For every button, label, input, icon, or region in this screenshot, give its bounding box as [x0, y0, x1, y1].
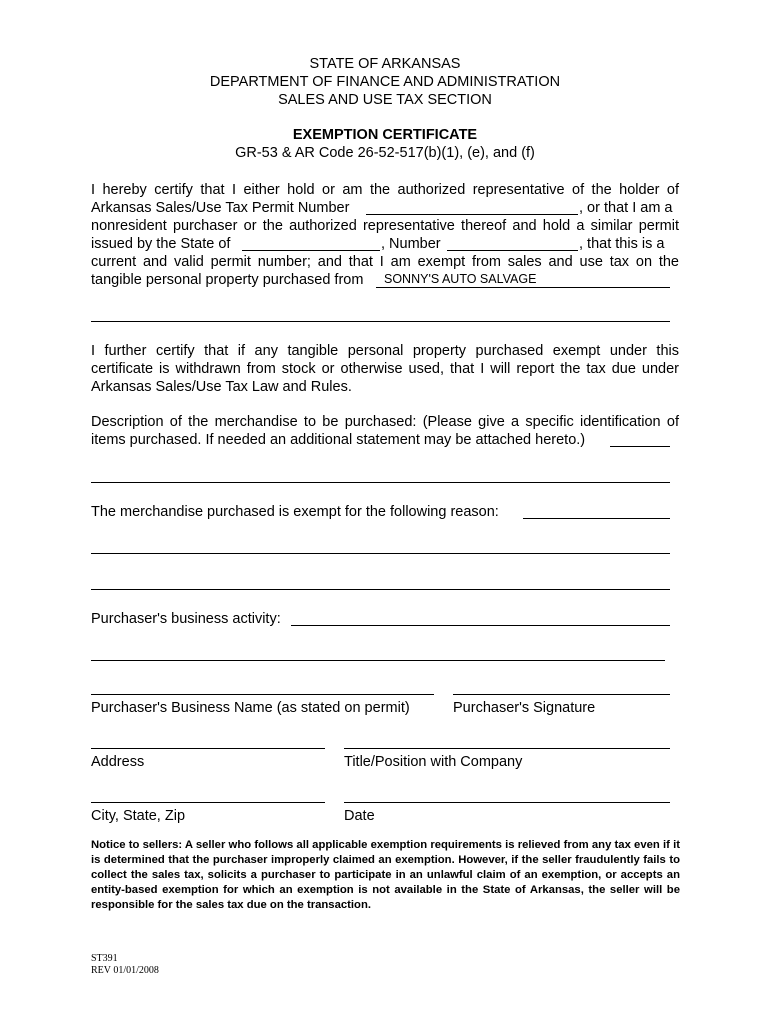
business-name-label: Purchaser's Business Name (as stated on permit): [91, 700, 410, 716]
notice-to-sellers: Notice to sellers: A seller who follows all applicable exemption requirements is relieved from any tax even if it is determined that the purchaser improperly claimed an exemption. However, if the seller fraudulently fails to collect the sales tax, solicits a purchaser to participate in an unlawful claim of an exemption, or accepts an entity-based exemption for which an exemption is not available in the State of Arkansas, the seller will be responsible for the sales tax due on the transaction.: [91, 839, 680, 911]
date-field[interactable]: [344, 802, 670, 803]
certify-line-4-number: , Number: [381, 236, 441, 252]
certify-line-5: current and valid permit number; and that I am exempt from sales and use tax on the: [91, 254, 679, 270]
seller-name-value: SONNY'S AUTO SALVAGE: [384, 272, 537, 286]
header-section: SALES AND USE TAX SECTION: [278, 92, 492, 108]
header-state: STATE OF ARKANSAS: [309, 56, 461, 72]
certify-line-2-start: Arkansas Sales/Use Tax Permit Number: [91, 200, 350, 216]
certify-line-3: nonresident purchaser or the authorized representative thereof and hold a similar permit: [91, 218, 679, 234]
certify-line-2-end: , or that I am a: [579, 200, 673, 216]
exempt-reason-label: The merchandise purchased is exempt for the following reason:: [91, 504, 499, 520]
form-number: ST391: [91, 953, 118, 964]
header-department: DEPARTMENT OF FINANCE AND ADMINISTRATION: [209, 74, 561, 90]
business-activity-line-2[interactable]: [91, 660, 665, 661]
permit-number-field[interactable]: [366, 214, 578, 215]
certify-line-1: I hereby certify that I either hold or am the authorized representative of the holder of: [91, 182, 679, 198]
title-position-field[interactable]: [344, 748, 670, 749]
signature-field[interactable]: [453, 694, 670, 695]
page-title: EXEMPTION CERTIFICATE: [292, 127, 478, 143]
description-line-1: Description of the merchandise to be purchased: (Please give a specific identification of: [91, 414, 679, 430]
legal-code: GR-53 & AR Code 26-52-517(b)(1), (e), and (f): [235, 145, 535, 161]
signature-label: Purchaser's Signature: [453, 700, 596, 716]
date-label: Date: [344, 808, 375, 824]
form-revision: REV 01/01/2008: [91, 965, 159, 976]
exempt-reason-line-3[interactable]: [91, 589, 670, 590]
certify-line-4-end: , that this is a: [579, 236, 665, 252]
seller-name-continuation-line[interactable]: [91, 321, 670, 322]
seller-name-field[interactable]: [376, 287, 670, 288]
business-activity-field[interactable]: [291, 625, 670, 626]
certify-line-4-start: issued by the State of: [91, 236, 231, 252]
city-state-zip-label: City, State, Zip: [91, 808, 186, 824]
exempt-reason-line-2[interactable]: [91, 553, 670, 554]
business-name-field[interactable]: [91, 694, 434, 695]
state-permit-number-field[interactable]: [447, 250, 578, 251]
description-line-2: items purchased. If needed an additional statement may be attached hereto.): [91, 432, 586, 448]
title-position-label: Title/Position with Company: [344, 754, 523, 770]
issuing-state-field[interactable]: [242, 250, 380, 251]
city-state-zip-field[interactable]: [91, 802, 325, 803]
exempt-reason-field[interactable]: [523, 518, 670, 519]
description-field[interactable]: [610, 446, 670, 447]
description-continuation-line[interactable]: [91, 482, 670, 483]
address-field[interactable]: [91, 748, 325, 749]
certify-line-6-start: tangible personal property purchased from: [91, 272, 364, 288]
business-activity-label: Purchaser's business activity:: [91, 611, 281, 627]
further-certify-paragraph: I further certify that if any tangible personal property purchased exempt under this certificate is withdrawn from stock or otherwise used, that I will report the tax due under Arkansas Sales/Use Tax Law and Rules.: [91, 343, 679, 395]
address-label: Address: [91, 754, 145, 770]
